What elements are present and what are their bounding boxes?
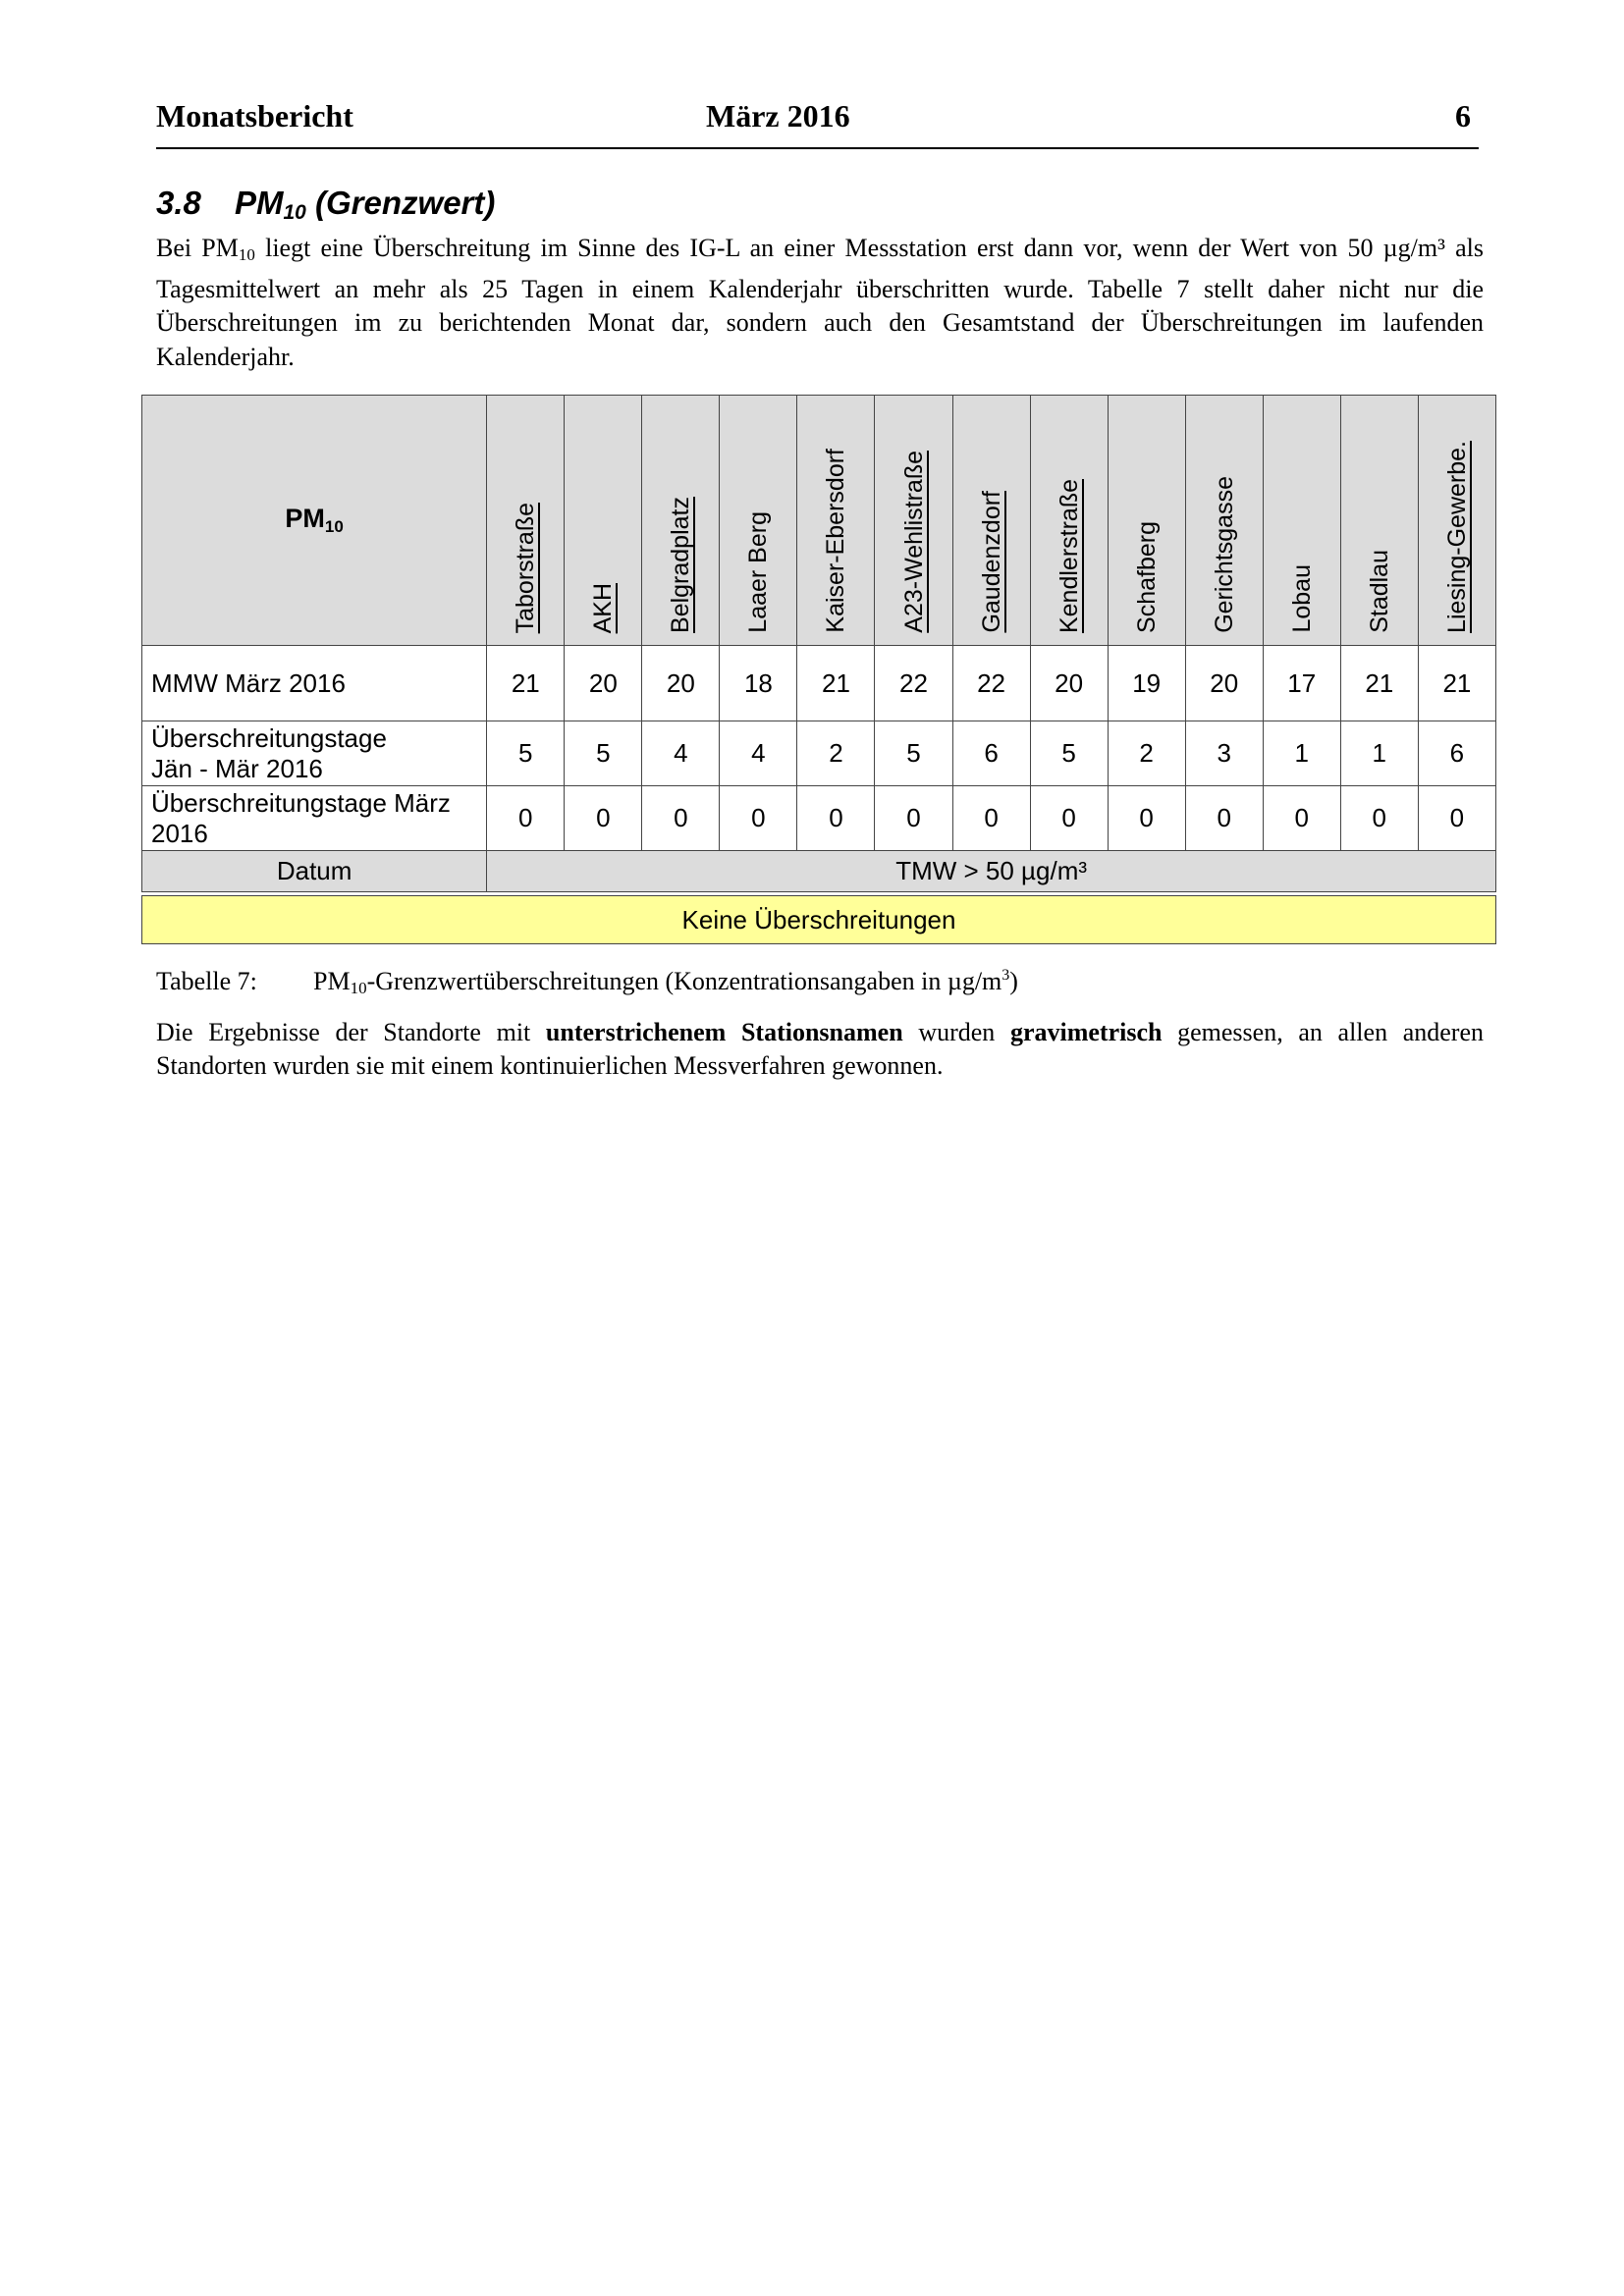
report-title: Monatsbericht	[156, 98, 353, 133]
station-header	[875, 396, 952, 646]
caption-label: Tabelle 7:	[156, 967, 257, 995]
table-cell: 22	[952, 646, 1030, 721]
table-cell: 0	[487, 786, 565, 851]
station-name: Schafberg	[1132, 521, 1161, 633]
station-header	[797, 396, 875, 646]
datum-row	[142, 851, 1496, 892]
table-cell: 21	[797, 646, 875, 721]
table-cell: 1	[1263, 721, 1340, 786]
station-header	[1108, 396, 1185, 646]
station-header	[487, 396, 565, 646]
table-cell: 0	[875, 786, 952, 851]
station-header-inner	[487, 396, 564, 645]
station-header	[952, 396, 1030, 646]
no-exceedance-row	[142, 896, 1496, 944]
intro-text-1: Bei PM	[156, 234, 239, 262]
section-title-suffix: (Grenzwert)	[305, 185, 496, 221]
note-bold-2: gravimetrisch	[1009, 1018, 1163, 1046]
note-bold-1: unterstrichenem Stationsnamen	[545, 1018, 903, 1046]
station-header	[642, 396, 720, 646]
table-cell: 2	[797, 721, 875, 786]
table-cell: 5	[487, 721, 565, 786]
table-cell: 2	[1108, 721, 1185, 786]
intro-sub: 10	[238, 245, 255, 264]
station-name: Belgradplatz	[667, 497, 695, 633]
table-cell: 4	[720, 721, 797, 786]
table-cell: 19	[1108, 646, 1185, 721]
station-name: A23-Wehlistraße	[899, 451, 928, 633]
caption-end: )	[1009, 967, 1018, 995]
note-text-3: gemessen, an allen anderen Standorten wurden sie mit einem kontinuierlichen Messverfahren gewonnen.	[156, 1018, 1484, 1080]
station-header-inner	[565, 396, 641, 645]
row-label-line1: Überschreitungstage	[151, 722, 387, 753]
note-text-2: wurden	[902, 1018, 1010, 1046]
table-caption	[156, 967, 1018, 998]
table-cell: 20	[1030, 646, 1108, 721]
row-label: MMW März 2016	[142, 646, 487, 721]
station-header-inner	[1031, 396, 1108, 645]
table-cell: 0	[1108, 786, 1185, 851]
corner-prefix: PM	[285, 504, 325, 533]
station-header-inner	[1186, 396, 1263, 645]
datum-value: TMW > 50 µg/m³	[487, 851, 1496, 892]
table-cell: 0	[1340, 786, 1418, 851]
row-label	[142, 786, 487, 851]
table-cell: 5	[565, 721, 642, 786]
station-name: Laaer Berg	[744, 511, 773, 633]
caption-main: -Grenzwertüberschreitungen (Konzentrationsangaben in µg/m	[366, 967, 1002, 995]
no-exceedance-text: Keine Überschreitungen	[142, 896, 1496, 944]
station-header	[1185, 396, 1263, 646]
table-cell: 0	[1263, 786, 1340, 851]
station-header-inner	[1109, 396, 1185, 645]
table-cell: 3	[1185, 721, 1263, 786]
row-label-line2: Jän - Mär 2016	[151, 753, 323, 783]
station-name: Kendlerstraße	[1055, 478, 1083, 633]
table-cell: 21	[1340, 646, 1418, 721]
station-name: Liesing-Gewerbe.	[1442, 441, 1471, 633]
table-row	[142, 721, 1496, 786]
row-label	[142, 721, 487, 786]
station-name: Kaiser-Ebersdorf	[822, 449, 850, 633]
station-header-inner	[1264, 396, 1340, 645]
table-cell: 0	[720, 786, 797, 851]
report-month: März 2016	[706, 98, 850, 133]
station-name: Gerichtsgasse	[1210, 476, 1238, 633]
page-number: 6	[1455, 98, 1471, 133]
table-cell: 21	[1418, 646, 1495, 721]
station-header	[1340, 396, 1418, 646]
section-title	[156, 185, 495, 225]
table-cell: 0	[642, 786, 720, 851]
table-cell: 0	[952, 786, 1030, 851]
row-label-line2: 2016	[151, 818, 208, 848]
station-header	[1418, 396, 1495, 646]
table-row	[142, 646, 1496, 721]
page-header	[156, 96, 1479, 149]
station-header	[1263, 396, 1340, 646]
table-cell: 4	[642, 721, 720, 786]
station-header-inner	[875, 396, 951, 645]
table-cell: 6	[1418, 721, 1495, 786]
station-header-inner	[953, 396, 1030, 645]
intro-paragraph	[156, 232, 1484, 374]
table-cell: 0	[797, 786, 875, 851]
table-cell: 20	[1185, 646, 1263, 721]
pm10-table	[141, 395, 1496, 944]
table-cell: 22	[875, 646, 952, 721]
table-cell: 5	[875, 721, 952, 786]
table-cell: 17	[1263, 646, 1340, 721]
table-corner	[142, 396, 487, 646]
corner-sub: 10	[324, 517, 344, 536]
station-header-inner	[642, 396, 719, 645]
note-text-1: Die Ergebnisse der Standorte mit	[156, 1018, 546, 1046]
table-cell: 20	[642, 646, 720, 721]
station-name: Lobau	[1287, 564, 1316, 633]
table-cell: 5	[1030, 721, 1108, 786]
table-cell: 0	[1418, 786, 1495, 851]
table-cell: 0	[565, 786, 642, 851]
caption-sub: 10	[350, 979, 367, 997]
row-label-line1: Überschreitungstage März	[151, 787, 451, 818]
section-title-prefix: PM	[235, 185, 284, 221]
section-title-sub: 10	[283, 201, 306, 224]
station-name: AKH	[589, 582, 618, 633]
station-header	[1030, 396, 1108, 646]
station-header-inner	[1341, 396, 1418, 645]
station-name: Taborstraße	[512, 502, 540, 633]
table-row	[142, 786, 1496, 851]
table-header-row	[142, 396, 1496, 646]
table-cell: 20	[565, 646, 642, 721]
station-header-inner	[720, 396, 796, 645]
section-number: 3.8	[156, 185, 201, 221]
station-header	[720, 396, 797, 646]
table-cell: 18	[720, 646, 797, 721]
note-paragraph	[156, 1016, 1484, 1083]
intro-text-2: liegt eine Überschreitung im Sinne des IG-L an einer Messstation erst dann vor, wenn der Wert von 50 µg/m³ als Tagesmittelwert an mehr als 25 Tagen in einem Kalenderjahr überschritten wurde. Tabelle 7 stellt daher nicht nur die Überschreitungen im zu berichtenden Monat dar, sondern auch den Gesamtstand der Überschreitungen im laufenden Kalenderjahr.	[156, 234, 1484, 371]
station-header-inner	[1419, 396, 1495, 645]
caption-sup: 3	[1001, 967, 1010, 984]
table-cell: 0	[1185, 786, 1263, 851]
datum-label: Datum	[142, 851, 487, 892]
station-name: Stadlau	[1365, 550, 1393, 633]
table-cell: 21	[487, 646, 565, 721]
station-header-inner	[797, 396, 874, 645]
caption-prefix: PM	[313, 967, 351, 995]
station-name: Gaudenzdorf	[977, 491, 1005, 633]
table-cell: 6	[952, 721, 1030, 786]
table-cell: 0	[1030, 786, 1108, 851]
table-cell: 1	[1340, 721, 1418, 786]
station-header	[565, 396, 642, 646]
